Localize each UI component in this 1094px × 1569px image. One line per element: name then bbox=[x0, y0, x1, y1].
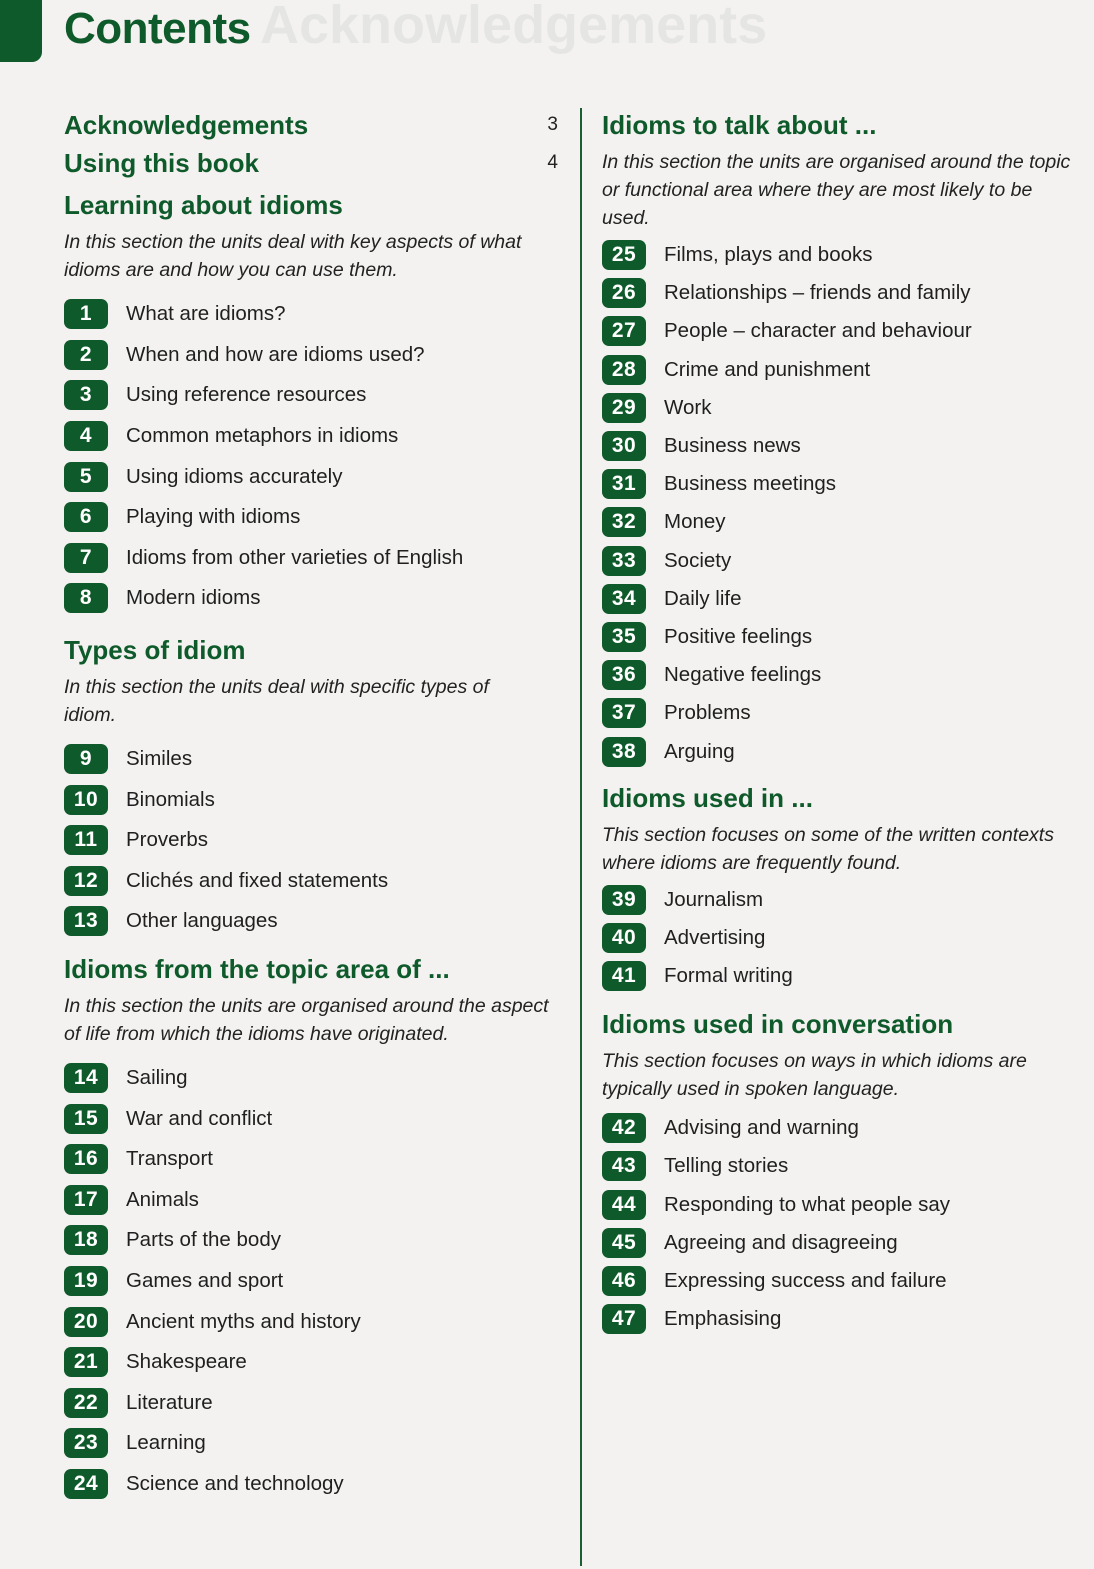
unit-number-badge: 41 bbox=[602, 961, 646, 991]
unit-item[interactable] bbox=[602, 542, 1088, 580]
unit-number-badge: 13 bbox=[64, 906, 108, 936]
unit-title: Agreeing and disagreeing bbox=[664, 1230, 898, 1254]
section-talk-about bbox=[602, 108, 1088, 771]
unit-number-badge: 19 bbox=[64, 1266, 108, 1296]
unit-number-badge: 30 bbox=[602, 431, 646, 461]
unit-number-badge: 39 bbox=[602, 885, 646, 915]
unit-item[interactable] bbox=[602, 274, 1088, 312]
unit-item[interactable] bbox=[602, 1147, 1088, 1185]
unit-item[interactable] bbox=[602, 351, 1088, 389]
unit-number-badge: 24 bbox=[64, 1469, 108, 1499]
unit-title: Money bbox=[664, 510, 726, 534]
unit-item[interactable] bbox=[64, 497, 560, 538]
section-conversation bbox=[602, 1007, 1088, 1338]
unit-number-badge: 26 bbox=[602, 278, 646, 308]
unit-item[interactable] bbox=[64, 1423, 560, 1464]
unit-number-badge: 10 bbox=[64, 785, 108, 815]
unit-number-badge: 23 bbox=[64, 1428, 108, 1458]
unit-number-badge: 27 bbox=[602, 316, 646, 346]
unit-item[interactable] bbox=[602, 1300, 1088, 1338]
unit-number-badge: 6 bbox=[64, 502, 108, 532]
unit-number-badge: 34 bbox=[602, 584, 646, 614]
unit-number-badge: 20 bbox=[64, 1307, 108, 1337]
unit-item[interactable] bbox=[64, 739, 560, 780]
unit-number-badge: 15 bbox=[64, 1104, 108, 1134]
section-description: In this section the units deal with key aspects of what idioms are and how you can use them. bbox=[64, 231, 522, 281]
unit-title: When and how are idioms used? bbox=[126, 342, 425, 366]
unit-title: Telling stories bbox=[664, 1154, 789, 1178]
unit-title: Daily life bbox=[664, 586, 742, 610]
unit-number-badge: 40 bbox=[602, 923, 646, 953]
unit-title: Proverbs bbox=[126, 828, 209, 852]
unit-number-badge: 5 bbox=[64, 462, 108, 492]
section-description: In this section the units are organised around the topic or functional area where they are most likely to be used. bbox=[602, 151, 1071, 229]
unit-title: Journalism bbox=[664, 887, 764, 911]
section-description: This section focuses on some of the written contexts where idioms are frequently found. bbox=[602, 823, 1054, 874]
unit-title: Playing with idioms bbox=[126, 505, 301, 529]
unit-number-badge: 17 bbox=[64, 1185, 108, 1215]
unit-title: Emphasising bbox=[664, 1307, 782, 1331]
unit-item[interactable] bbox=[602, 236, 1088, 274]
unit-title: Learning bbox=[126, 1431, 206, 1455]
unit-item[interactable] bbox=[602, 618, 1088, 656]
section-types-of-idiom bbox=[64, 633, 560, 942]
unit-number-badge: 25 bbox=[602, 240, 646, 270]
unit-number-badge: 28 bbox=[602, 355, 646, 385]
unit-item[interactable] bbox=[602, 580, 1088, 618]
unit-title: Work bbox=[664, 395, 712, 419]
unit-title: Shakespeare bbox=[126, 1350, 247, 1374]
unit-number-badge: 45 bbox=[602, 1228, 646, 1258]
page-number: 3 bbox=[547, 114, 558, 135]
unit-item[interactable] bbox=[64, 1098, 560, 1139]
left-column bbox=[64, 106, 560, 1504]
unit-item[interactable] bbox=[64, 335, 560, 376]
front-matter-label: Acknowledgements bbox=[64, 109, 309, 140]
unit-number-badge: 14 bbox=[64, 1063, 108, 1093]
unit-item[interactable] bbox=[602, 919, 1088, 957]
unit-item[interactable] bbox=[602, 1186, 1088, 1224]
unit-title: Literature bbox=[126, 1390, 213, 1414]
unit-title: Common metaphors in idioms bbox=[126, 424, 399, 448]
unit-item[interactable] bbox=[602, 957, 1088, 995]
unit-item[interactable] bbox=[64, 1261, 560, 1302]
unit-title: Advertising bbox=[664, 925, 766, 949]
unit-title: Problems bbox=[664, 701, 751, 725]
section-description: In this section the units are organised around the aspect of life from which the idioms have originated. bbox=[64, 994, 549, 1045]
unit-title: What are idioms? bbox=[126, 302, 286, 326]
unit-number-badge: 2 bbox=[64, 340, 108, 370]
section-description: In this section the units deal with specific types of idiom. bbox=[64, 675, 489, 726]
unit-number-badge: 16 bbox=[64, 1144, 108, 1174]
unit-title: Relationships – friends and family bbox=[664, 281, 971, 305]
unit-title: Ancient myths and history bbox=[126, 1309, 361, 1333]
unit-title: Society bbox=[664, 548, 732, 572]
unit-title: Modern idioms bbox=[126, 586, 261, 610]
unit-number-badge: 46 bbox=[602, 1266, 646, 1296]
section-used-in bbox=[602, 781, 1088, 996]
unit-item[interactable] bbox=[64, 538, 560, 579]
unit-number-badge: 21 bbox=[64, 1347, 108, 1377]
unit-number-badge: 42 bbox=[602, 1113, 646, 1143]
unit-title: Responding to what people say bbox=[664, 1192, 951, 1216]
unit-title: Expressing success and failure bbox=[664, 1269, 947, 1293]
unit-number-badge: 33 bbox=[602, 546, 646, 576]
unit-item[interactable] bbox=[64, 1382, 560, 1423]
unit-item[interactable] bbox=[64, 820, 560, 861]
unit-item[interactable] bbox=[64, 901, 560, 942]
unit-title: Business news bbox=[664, 434, 801, 458]
unit-item[interactable] bbox=[64, 1139, 560, 1180]
unit-number-badge: 3 bbox=[64, 380, 108, 410]
front-matter-label: Using this book bbox=[64, 147, 259, 178]
unit-item[interactable] bbox=[64, 779, 560, 820]
unit-title: Advising and warning bbox=[664, 1116, 859, 1140]
unit-title: Idioms from other varieties of English bbox=[126, 545, 464, 569]
unit-item[interactable] bbox=[602, 465, 1088, 503]
unit-number-badge: 11 bbox=[64, 825, 108, 855]
unit-title: Animals bbox=[126, 1187, 199, 1211]
unit-number-badge: 7 bbox=[64, 543, 108, 573]
unit-number-badge: 37 bbox=[602, 698, 646, 728]
unit-title: Sailing bbox=[126, 1066, 188, 1090]
unit-title: Negative feelings bbox=[664, 663, 822, 687]
unit-item[interactable] bbox=[602, 1109, 1088, 1147]
bleed-through-heading: Acknowledgements bbox=[260, 0, 768, 55]
unit-item[interactable] bbox=[602, 312, 1088, 350]
unit-number-badge: 38 bbox=[602, 737, 646, 767]
unit-number-badge: 43 bbox=[602, 1151, 646, 1181]
unit-item[interactable] bbox=[64, 416, 560, 457]
unit-number-badge: 35 bbox=[602, 622, 646, 652]
unit-title: Similes bbox=[126, 747, 193, 771]
front-matter-acknowledgements[interactable] bbox=[64, 106, 560, 144]
section-title: Idioms to talk about ... bbox=[602, 110, 877, 140]
section-title: Idioms from the topic area of ... bbox=[64, 953, 450, 984]
section-title: Types of idiom bbox=[64, 634, 246, 665]
section-topic-area bbox=[64, 952, 560, 1505]
unit-item[interactable] bbox=[602, 389, 1088, 427]
unit-title: Parts of the body bbox=[126, 1228, 281, 1252]
unit-item[interactable] bbox=[602, 732, 1088, 770]
unit-number-badge: 22 bbox=[64, 1388, 108, 1418]
unit-item[interactable] bbox=[64, 861, 560, 902]
unit-number-badge: 18 bbox=[64, 1225, 108, 1255]
section-learning-about-idioms bbox=[64, 188, 560, 619]
page-title: Contents bbox=[64, 4, 251, 53]
unit-item[interactable] bbox=[64, 375, 560, 416]
page-number: 4 bbox=[547, 152, 558, 173]
unit-title: People – character and behaviour bbox=[664, 319, 972, 343]
unit-number-badge: 4 bbox=[64, 421, 108, 451]
unit-title: Arguing bbox=[664, 739, 735, 763]
unit-number-badge: 32 bbox=[602, 507, 646, 537]
unit-item[interactable] bbox=[64, 1058, 560, 1099]
unit-title: Science and technology bbox=[126, 1471, 344, 1495]
unit-item[interactable] bbox=[64, 1180, 560, 1221]
unit-number-badge: 8 bbox=[64, 583, 108, 613]
chapter-tab bbox=[0, 0, 42, 62]
unit-item[interactable] bbox=[602, 427, 1088, 465]
section-title: Learning about idioms bbox=[64, 190, 343, 220]
unit-title: Business meetings bbox=[664, 472, 837, 496]
unit-title: Clichés and fixed statements bbox=[126, 868, 389, 892]
unit-item[interactable] bbox=[64, 578, 560, 619]
unit-title: Binomials bbox=[126, 787, 215, 811]
unit-title: War and conflict bbox=[126, 1106, 273, 1130]
unit-item[interactable] bbox=[602, 881, 1088, 919]
unit-title: Games and sport bbox=[126, 1268, 284, 1292]
section-title: Idioms used in conversation bbox=[602, 1009, 954, 1040]
unit-item[interactable] bbox=[64, 456, 560, 497]
unit-title: Using idioms accurately bbox=[126, 464, 343, 488]
section-description: This section focuses on ways in which idioms are typically used in spoken language. bbox=[602, 1050, 1027, 1101]
unit-title: Formal writing bbox=[664, 964, 793, 988]
column-divider bbox=[580, 108, 582, 1566]
unit-item[interactable] bbox=[602, 1224, 1088, 1262]
unit-number-badge: 44 bbox=[602, 1190, 646, 1220]
unit-number-badge: 47 bbox=[602, 1304, 646, 1334]
unit-number-badge: 12 bbox=[64, 866, 108, 896]
unit-item[interactable] bbox=[602, 503, 1088, 541]
unit-title: Films, plays and books bbox=[664, 243, 873, 267]
right-column bbox=[602, 106, 1088, 1338]
unit-number-badge: 29 bbox=[602, 393, 646, 423]
unit-number-badge: 9 bbox=[64, 744, 108, 774]
section-title: Idioms used in ... bbox=[602, 782, 813, 813]
front-matter-using-this-book[interactable] bbox=[64, 144, 560, 182]
unit-title: Positive feelings bbox=[664, 624, 813, 648]
unit-item[interactable] bbox=[64, 1220, 560, 1261]
unit-item[interactable] bbox=[64, 1342, 560, 1383]
unit-item[interactable] bbox=[602, 694, 1088, 732]
unit-title: Transport bbox=[126, 1147, 213, 1171]
unit-item[interactable] bbox=[64, 1464, 560, 1505]
unit-item[interactable] bbox=[602, 656, 1088, 694]
unit-item[interactable] bbox=[64, 294, 560, 335]
unit-number-badge: 36 bbox=[602, 660, 646, 690]
unit-title: Crime and punishment bbox=[664, 357, 871, 381]
unit-title: Using reference resources bbox=[126, 383, 367, 407]
unit-item[interactable] bbox=[64, 1301, 560, 1342]
unit-number-badge: 31 bbox=[602, 469, 646, 499]
unit-title: Other languages bbox=[126, 909, 278, 933]
unit-item[interactable] bbox=[602, 1262, 1088, 1300]
unit-number-badge: 1 bbox=[64, 299, 108, 329]
